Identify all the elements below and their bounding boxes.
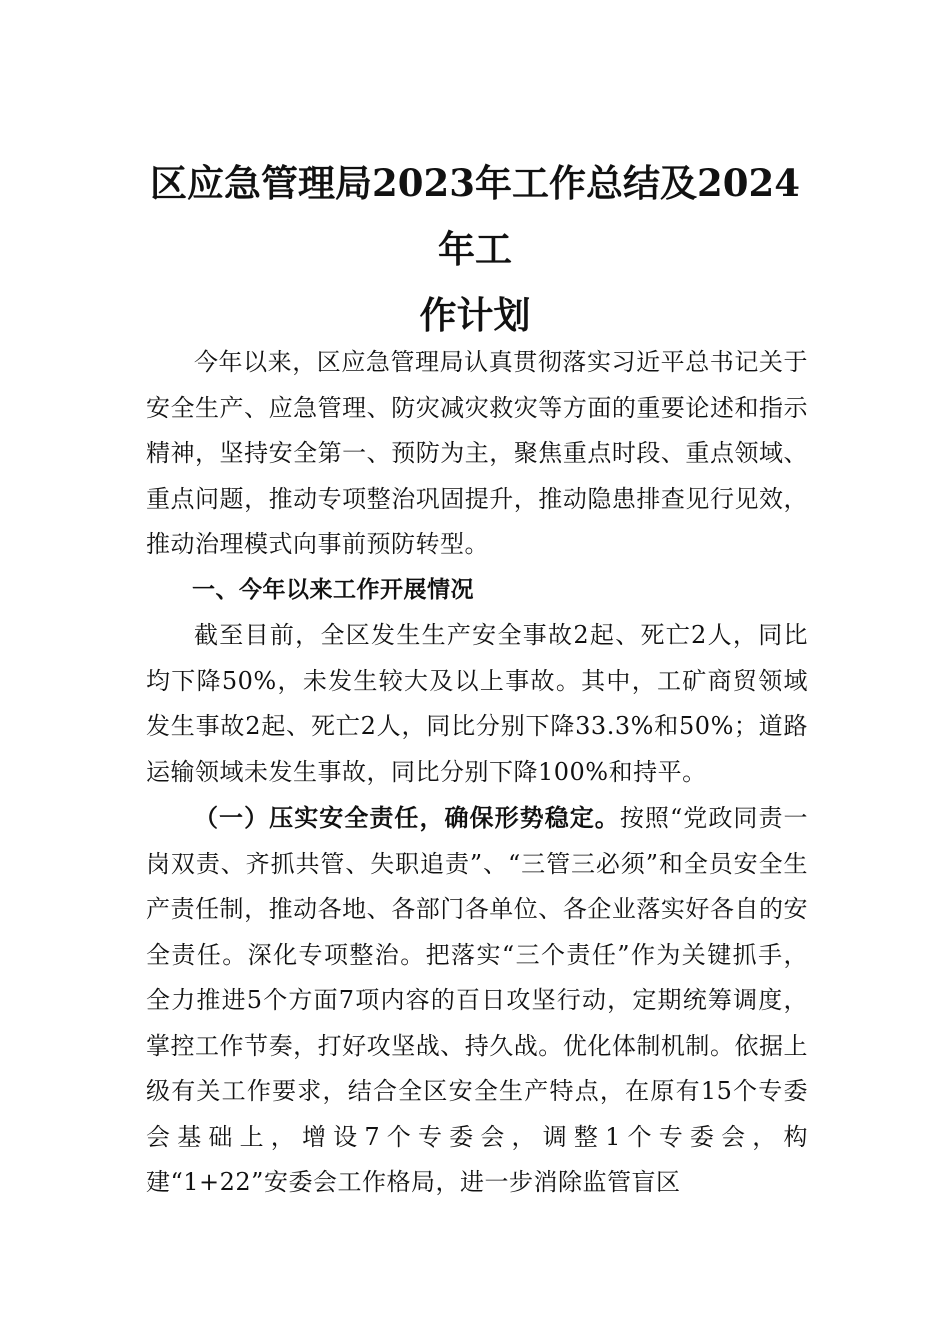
subsection-text: 按照“党政同责一岗双责、齐抓共管、失职追责”、“三管三必须”和全员安全生产责任制，推动各地、各部门各单位、各企业落实好各自的安全责任。深化专项整治。把落实“三个责任”作为关键抓手，全力推进5个方面7项内容的百日攻坚行动，定期统筹调度，掌控工作节奏，打好攻坚战、持久战。优化体制机制。依据上级有关工作要求，结合全区安全生产特点，在原有15个专委会基础上，增设7个专委会，调整1个专委会，构建“1+22”安委会工作格局，进一步消除监管盲区 — [146, 804, 808, 1196]
statistics-paragraph: 截至目前，全区发生生产安全事故2起、死亡2人，同比均下降50%，未发生较大及以上事故。其中，工矿商贸领域发生事故2起、死亡2人，同比分别下降33.3%和50%；道路运输领域未发生事故，同比分别下降100%和持平。 — [146, 621, 808, 786]
title-line-1: 区应急管理局2023年工作总结及2024年工 — [150, 161, 800, 271]
subsection-paragraph — [146, 795, 808, 1206]
section-heading: 一、今年以来工作开展情况 — [192, 576, 474, 603]
subsection-heading: （一）压实安全责任，确保形势稳定。 — [194, 803, 620, 832]
document-title — [140, 150, 810, 348]
document-body — [146, 340, 808, 1206]
intro-paragraph: 今年以来，区应急管理局认真贯彻落实习近平总书记关于安全生产、应急管理、防灾减灾救灾等方面的重要论述和指示精神，坚持安全第一、预防为主，聚焦重点时段、重点领域、重点问题，推动专项整治巩固提升，推动隐患排查见行见效，推动治理模式向事前预防转型。 — [146, 348, 808, 558]
title-line-2: 作计划 — [419, 293, 531, 337]
